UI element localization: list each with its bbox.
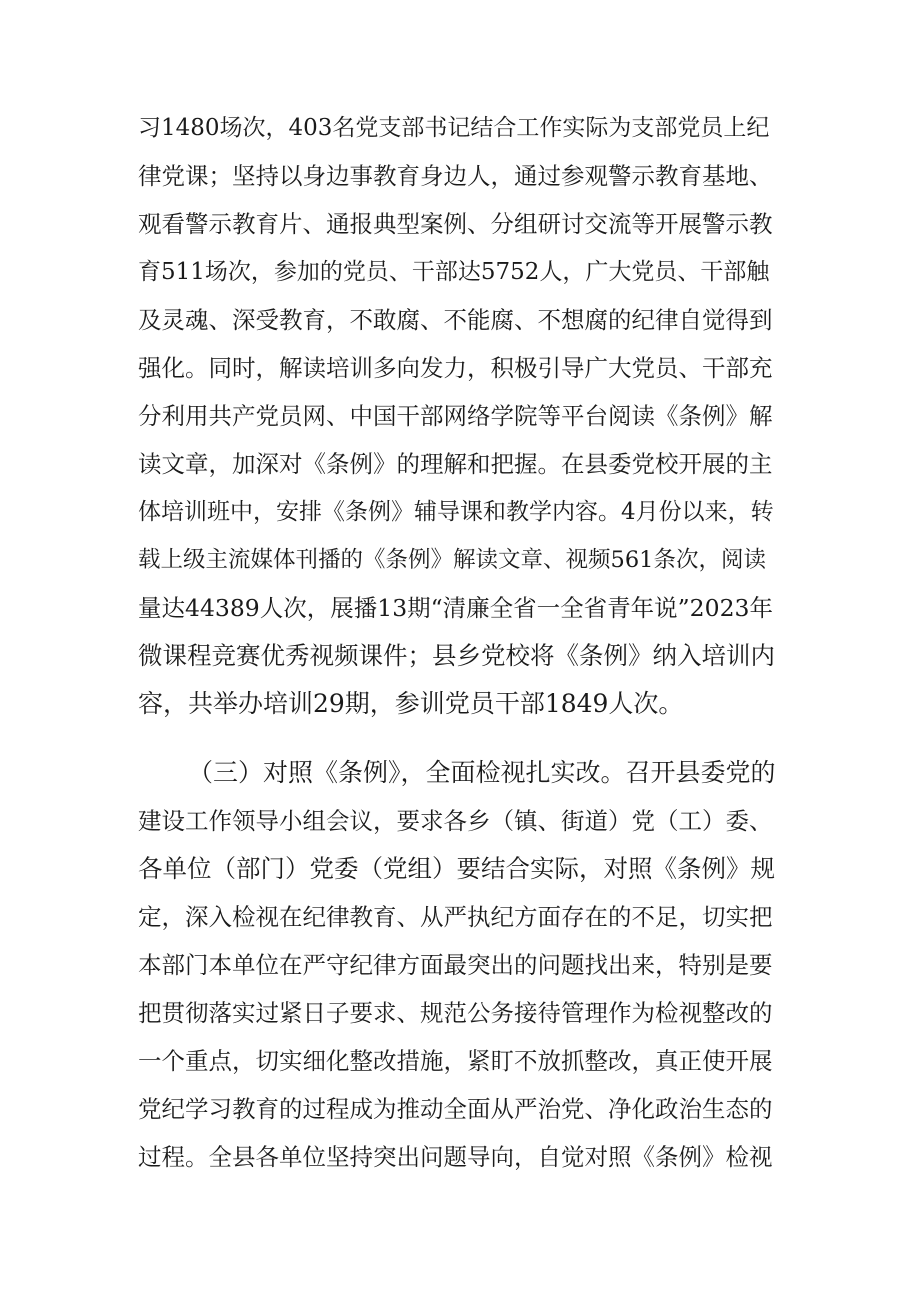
text-line: 建设工作领导小组会议，要求各乡（镇、街道）党（工）委、	[138, 807, 773, 835]
text-line: 观看警示教育片、通报典型案例、分组研讨交流等开展警示教	[138, 210, 773, 238]
text-line: 载上级主流媒体刊播的《条例》解读文章、视频561条次，阅读	[138, 547, 766, 573]
section-heading-line: （三）对照《条例》，全面检视扎实改。召开县委党的	[188, 758, 776, 787]
text-line: 一个重点，切实细化整改措施，紧盯不放抓整改，真正使开展	[138, 1047, 773, 1075]
text-line: 量达44389人次，展播13期“清廉全省一全省青年说”2023年	[138, 594, 773, 622]
text-line: 党纪学习教育的过程成为推动全面从严治党、净化政治生态的	[138, 1095, 773, 1123]
text-line: 容，共举办培训29期，参训党员干部1849人次。	[138, 689, 684, 718]
text-line: 微课程竞赛优秀视频课件；县乡党校将《条例》纳入培训内	[138, 641, 775, 670]
text-line: 各单位（部门）党委（党组）要结合实际，对照《条例》规	[138, 854, 775, 883]
text-line: 把贯彻落实过紧日子要求、规范公务接待管理作为检视整改的	[138, 999, 773, 1027]
text-line: 读文章，加深对《条例》的理解和把握。在县委党校开展的主	[138, 450, 773, 478]
text-line: 律党课；坚持以身边事教育身边人，通过参观警示教育基地、	[138, 162, 773, 190]
text-line: 强化。同时，解读培训多向发力，积极引导广大党员、干部充	[138, 354, 773, 382]
text-line: 及灵魂、深受教育，不敢腐、不能腐、不想腐的纪律自觉得到	[138, 306, 773, 334]
text-line: 习1480场次，403名党支部书记结合工作实际为支部党员上纪	[138, 115, 770, 141]
text-line: 定，深入检视在纪律教育、从严执纪方面存在的不足，切实把	[138, 903, 773, 931]
text-line: 过程。全县各单位坚持突出问题导向，自觉对照《条例》检视	[138, 1143, 773, 1171]
text-line: 本部门本单位在严守纪律方面最突出的问题找出来，特别是要	[138, 951, 773, 979]
text-line: 体培训班中，安排《条例》辅导课和教学内容。4月份以来，转	[138, 499, 774, 525]
text-line: 育511场次，参加的党员、干部达5752人，广大党员、干部触	[138, 259, 770, 285]
text-line: 分利用共产党员网、中国干部网络学院等平台阅读《条例》解	[138, 402, 773, 430]
